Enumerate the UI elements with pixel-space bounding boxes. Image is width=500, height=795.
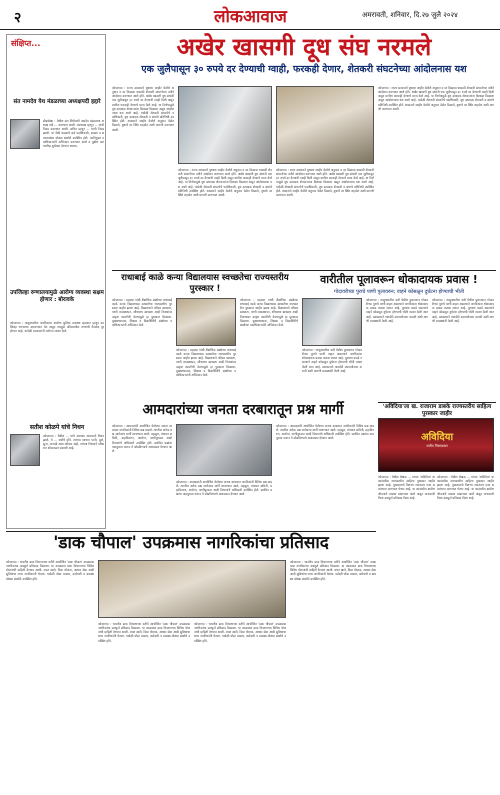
divider <box>112 270 496 271</box>
janata-body-col3: कोपरगाव : आमदारांनी आयोजित केलेल्या जनता दरबारात नागरिकांनी विविध प्रश्न मांडले. त्यातील अनेक प्रश्न जागेवरच मार्गी लावण्यात आले. महसूल, पंचायत समिती, महावितरण, आरोग्य, पाणीपुरवठा आदी विभागांचे अधिकारी उपस्थित होते. प्रलंबित प्रश्नांचा पाठपुरावा करून ते सोडविण्याचे आश्वासन देण्यात आले. <box>276 424 374 441</box>
lead-headline: अखेर खासगी दूध संघ नरमले <box>176 32 432 61</box>
janata-photo <box>176 424 272 476</box>
sidebar-story1-photo <box>10 119 40 149</box>
school-award-photo <box>176 298 236 346</box>
lead-photo-1 <box>178 86 272 164</box>
sidebar-story3-photo <box>10 434 40 466</box>
dak-body-col2: कोपरगाव : भारतीय डाक विभागाच्या वतीने आयोजित 'डाक चौपाल' उपक्रमास नागरिकांचा उत्स्फूर्त प्रतिसाद मिळाला. या उपक्रमात डाक विभागाच्या विविध योजनांची माहिती देण्यात आली. बचत खाते, विमा योजना, आधार सेवा आदी सुविधांचा लाभ नागरिकांनी घेतला. यावेळी पोस्ट मास्तर, कर्मचारी व ग्रामस्थ मोठ्या संख्येने उपस्थित होते. <box>98 622 190 643</box>
book-award-headline: 'अविदिया'ला ख. राजाराम डाबके राज्यस्तरीय साहित्य पुरस्कार जाहीर <box>378 402 496 418</box>
sidebar-story2-body: कोपरगाव : तालुक्यातील नागरिकांना आरोग्य सुविधा उपलब्ध व्हाव्यात म्हणून उपजिल्हा रुग्णालय उभारण्यात येत असून त्यामुळे परिसरातील रुग्णांची गैरसोय दूर होणार आहे. यावेळी मान्यवरांनी मनोगत व्यक्त केले. <box>10 321 104 334</box>
dak-body-col1: कोपरगाव : भारतीय डाक विभागाच्या वतीने आयोजित 'डाक चौपाल' उपक्रमास नागरिकांचा उत्स्फूर्त प्रतिसाद मिळाला. या उपक्रमात डाक विभागाच्या विविध योजनांची माहिती देण्यात आली. बचत खाते, विमा योजना, आधार सेवा आदी सुविधांचा लाभ नागरिकांनी घेतला. यावेळी पोस्ट मास्तर, कर्मचारी व ग्रामस्थ मोठ्या संख्येने उपस्थित होते. <box>6 560 94 581</box>
page-number: २ <box>14 10 22 26</box>
school-award-body-col1: कोपरगाव : महात्मा गांधी शैक्षणिक संस्थेच्या राधाबाई काळे कन्या विद्यालयास स्वच्छतेचा राज्यस्तरीय पुरस्कार जाहीर झाला आहे. विद्यालयाने परिसर स्वच्छता, पाणी व्यवस्थापन, शौचालय स्वच्छता आदी निकषांवर उत्कृष्ट कामगिरी केल्यामुळे हा पुरस्कार मिळाला. मुख्याध्यापक, शिक्षक व विद्यार्थिनींचे संस्थेच्या पदाधिकाऱ्यांनी अभिनंदन केले. <box>112 298 172 327</box>
sidebar-heading: संक्षिप्त... <box>11 39 41 48</box>
bridge-subhead: गोदावरीच्या पुराचे पाणी पुलावरुन; वाहने कोसळून दुर्घटना होण्याची भीती <box>334 289 464 295</box>
dak-body-col3: कोपरगाव : भारतीय डाक विभागाच्या वतीने आयोजित 'डाक चौपाल' उपक्रमास नागरिकांचा उत्स्फूर्त प्रतिसाद मिळाला. या उपक्रमात डाक विभागाच्या विविध योजनांची माहिती देण्यात आली. बचत खाते, विमा योजना, आधार सेवा आदी सुविधांचा लाभ नागरिकांनी घेतला. यावेळी पोस्ट मास्तर, कर्मचारी व ग्रामस्थ मोठ्या संख्येने उपस्थित होते. <box>194 622 286 643</box>
school-award-body-col2: कोपरगाव : महात्मा गांधी शैक्षणिक संस्थेच्या राधाबाई काळे कन्या विद्यालयास स्वच्छतेचा राज्यस्तरीय पुरस्कार जाहीर झाला आहे. विद्यालयाने परिसर स्वच्छता, पाणी व्यवस्थापन, शौचालय स्वच्छता आदी निकषांवर उत्कृष्ट कामगिरी केल्यामुळे हा पुरस्कार मिळाला. मुख्याध्यापक, शिक्षक व विद्यार्थिनींचे संस्थेच्या पदाधिकाऱ्यांनी अभिनंदन केले. <box>176 348 236 377</box>
book-award-body-col1: कोपरगाव : येथील लेखक ... यांच्या 'अविदिया' या कादंबरीस राज्यस्तरीय साहित्य पुरस्कार जाहीर झाला आहे. पुरस्काराचे वितरण लवकरच एका समारंभात करण्यात येणार आहे. या कादंबरीत ग्रामीण जीवनाचे वास्तव मांडण्यात आले असून वाचकांनी तिला उत्स्फूर्त प्रतिसाद दिला आहे. <box>378 475 435 500</box>
lead-body-col1: कोपरगाव : राज्य सरकारने दुधाला जाहीर केलेले अनुदान व दर मिळावा यासाठी शेतकरी संघटनेच्या वतीने आंदोलन करण्यात आले होते. अखेर खासगी दूध संघांनी एक जुलैपासून ३० रुपये दर देण्याची ग्वाही दिली असून मागील फरकही देण्याचे मान्य केले आहे. या निर्णयामुळे दूध उत्पादक शेतकऱ्यांना दिलासा मिळाला असून आंदोलनाला यश आले आहे. यावेळी शेतकरी संघटनेचे पदाधिकारी, दूध उत्पादक शेतकरी व संघांचे प्रतिनिधी उपस्थित होते. शासनाने जाहीर केलेले अनुदान वेळेत मिळावे, दुधाचे दर स्थिर राहावेत अशी मागणी करण्यात आली. <box>112 86 174 132</box>
book-award-body-col2: कोपरगाव : येथील लेखक ... यांच्या 'अविदिया' या कादंबरीस राज्यस्तरीय साहित्य पुरस्कार जाहीर झाला आहे. पुरस्काराचे वितरण लवकरच एका समारंभात करण्यात येणार आहे. या कादंबरीत ग्रामीण जीवनाचे वास्तव मांडण्यात आले असून वाचकांनी तिला उत्स्फूर्त प्रतिसाद दिला आहे. <box>437 475 494 500</box>
book-cover <box>378 418 494 472</box>
sidebar <box>6 34 106 529</box>
lead-body-col4: कोपरगाव : राज्य सरकारने दुधाला जाहीर केलेले अनुदान व दर मिळावा यासाठी शेतकरी संघटनेच्या वतीने आंदोलन करण्यात आले होते. अखेर खासगी दूध संघांनी एक जुलैपासून ३० रुपये दर देण्याची ग्वाही दिली असून मागील फरकही देण्याचे मान्य केले आहे. या निर्णयामुळे दूध उत्पादक शेतकऱ्यांना दिलासा मिळाला असून आंदोलनाला यश आले आहे. यावेळी शेतकरी संघटनेचे पदाधिकारी, दूध उत्पादक शेतकरी व संघांचे प्रतिनिधी उपस्थित होते. शासनाने जाहीर केलेले अनुदान वेळेत मिळावे, दुधाचे दर स्थिर राहावेत अशी मागणी करण्यात आली. <box>378 86 494 111</box>
bridge-body-col1: कोपरगाव : तालुक्यातील वारी येथील पुलावरून गोदावरीच्या पुराचे पाणी वाहत असल्याने नागरिकांना धोकादायक प्रवास करावा लागत आहे. पुलाला कठडे नसल्याने वाहने कोसळून दुर्घटना होण्याची भीती व्यक्त केली जात आहे. प्रशासनाने तातडीने उपाययोजना करावी अशी मागणी ग्रामस्थांनी केली आहे. <box>302 348 362 373</box>
dak-photo <box>98 560 286 618</box>
masthead <box>0 0 500 30</box>
sidebar-story3-body: कोपरगाव : येथील ... यांचे अल्पशा आजाराने निधन झाले. ते ... वर्षांचे होते. त्यांच्या पश्चात पत्नी, मुले, सुना, नातवंडे असा परिवार आहे. त्यांच्या निधनाने परिसरात शोककळा पसरली आहे. <box>43 434 104 451</box>
bridge-body-col2: कोपरगाव : तालुक्यातील वारी येथील पुलावरून गोदावरीच्या पुराचे पाणी वाहत असल्याने नागरिकांना धोकादायक प्रवास करावा लागत आहे. पुलाला कठडे नसल्याने वाहने कोसळून दुर्घटना होण्याची भीती व्यक्त केली जात आहे. प्रशासनाने तातडीने उपाययोजना करावी अशी मागणी ग्रामस्थांनी केली आहे. <box>366 298 428 323</box>
sidebar-story1-body: ब्रीडबोखा : येथील संत शिरोमणी नामदेव मंडळाच्या अध्यक्ष पदी ... करण्यात आली. उपाध्यक्ष म्हणून ... यांची निवड करण्यात आली. सचिव म्हणून ... यांची निवड झाली. या वेळी मंडळाचे सर्व पदाधिकारी, सदस्य व समाजबांधव मोठ्या संख्येने उपस्थित होते. नवनियुक्त पदाधिकाऱ्यांचे अभिनंदन करण्यात आले व पुढील वाटचालीस शुभेच्छा देण्यात आल्या. <box>43 119 104 148</box>
lead-subhead: एक जुलैपासून ३० रुपये दर देण्याची ग्वाही, फरकही देणार, शेतकरी संघटनेच्या आंदोलनास यश <box>141 64 467 75</box>
lead-photo-2 <box>276 86 374 164</box>
dateline: अमरावती, शनिवार, दि.२७ जुलै २०२४ <box>362 11 458 19</box>
book-title: अविदिया <box>420 432 454 443</box>
school-award-body-col3: कोपरगाव : महात्मा गांधी शैक्षणिक संस्थेच्या राधाबाई काळे कन्या विद्यालयास स्वच्छतेचा राज्यस्तरीय पुरस्कार जाहीर झाला आहे. विद्यालयाने परिसर स्वच्छता, पाणी व्यवस्थापन, शौचालय स्वच्छता आदी निकषांवर उत्कृष्ट कामगिरी केल्यामुळे हा पुरस्कार मिळाला. मुख्याध्यापक, शिक्षक व विद्यार्थिनींचे संस्थेच्या पदाधिकाऱ्यांनी अभिनंदन केले. <box>240 298 298 327</box>
janata-body-col2: कोपरगाव : आमदारांनी आयोजित केलेल्या जनता दरबारात नागरिकांनी विविध प्रश्न मांडले. त्यातील अनेक प्रश्न जागेवरच मार्गी लावण्यात आले. महसूल, पंचायत समिती, महावितरण, आरोग्य, पाणीपुरवठा आदी विभागांचे अधिकारी उपस्थित होते. प्रलंबित प्रश्नांचा पाठपुरावा करून ते सोडविण्याचे आश्वासन देण्यात आले. <box>176 480 272 497</box>
sidebar-story3-headline: सतीश कोळपे यांचे निधन <box>29 424 85 431</box>
dak-body-col4: कोपरगाव : भारतीय डाक विभागाच्या वतीने आयोजित 'डाक चौपाल' उपक्रमास नागरिकांचा उत्स्फूर्त प्रतिसाद मिळाला. या उपक्रमात डाक विभागाच्या विविध योजनांची माहिती देण्यात आली. बचत खाते, विमा योजना, आधार सेवा आदी सुविधांचा लाभ नागरिकांनी घेतला. यावेळी पोस्ट मास्तर, कर्मचारी व ग्रामस्थ मोठ्या संख्येने उपस्थित होते. <box>290 560 376 581</box>
lead-body-col2: कोपरगाव : राज्य सरकारने दुधाला जाहीर केलेले अनुदान व दर मिळावा यासाठी शेतकरी संघटनेच्या वतीने आंदोलन करण्यात आले होते. अखेर खासगी दूध संघांनी एक जुलैपासून ३० रुपये दर देण्याची ग्वाही दिली असून मागील फरकही देण्याचे मान्य केले आहे. या निर्णयामुळे दूध उत्पादक शेतकऱ्यांना दिलासा मिळाला असून आंदोलनाला यश आले आहे. यावेळी शेतकरी संघटनेचे पदाधिकारी, दूध उत्पादक शेतकरी व संघांचे प्रतिनिधी उपस्थित होते. शासनाने जाहीर केलेले अनुदान वेळेत मिळावे, दुधाचे दर स्थिर राहावेत अशी मागणी करण्यात आली. <box>178 168 272 197</box>
bridge-headline: वारीतील पूलावरून धोकादायक प्रवास ! <box>320 273 478 286</box>
book-author: अतीत पिसाळकर <box>426 444 448 448</box>
janata-headline: आमदारांच्या जनता दरबारातून प्रश्न मार्गी <box>142 402 344 418</box>
newspaper-logo: लोकआवाज <box>214 7 287 27</box>
sidebar-story2-headline: उपजिल्हा रुग्णालयामुळे आरोग्य व्यवस्था सक्षम होणार : बोरावके <box>10 290 104 303</box>
school-award-headline: राधाबाई काळे कन्या विद्यालयास स्वच्छतेचा राज्यस्तरीय पुरस्कार ! <box>121 273 289 294</box>
lead-body-col3: कोपरगाव : राज्य सरकारने दुधाला जाहीर केलेले अनुदान व दर मिळावा यासाठी शेतकरी संघटनेच्या वतीने आंदोलन करण्यात आले होते. अखेर खासगी दूध संघांनी एक जुलैपासून ३० रुपये दर देण्याची ग्वाही दिली असून मागील फरकही देण्याचे मान्य केले आहे. या निर्णयामुळे दूध उत्पादक शेतकऱ्यांना दिलासा मिळाला असून आंदोलनाला यश आले आहे. यावेळी शेतकरी संघटनेचे पदाधिकारी, दूध उत्पादक शेतकरी व संघांचे प्रतिनिधी उपस्थित होते. शासनाने जाहीर केलेले अनुदान वेळेत मिळावे, दुधाचे दर स्थिर राहावेत अशी मागणी करण्यात आली. <box>276 168 374 197</box>
bridge-body-col3: कोपरगाव : तालुक्यातील वारी येथील पुलावरून गोदावरीच्या पुराचे पाणी वाहत असल्याने नागरिकांना धोकादायक प्रवास करावा लागत आहे. पुलाला कठडे नसल्याने वाहने कोसळून दुर्घटना होण्याची भीती व्यक्त केली जात आहे. प्रशासनाने तातडीने उपाययोजना करावी अशी मागणी ग्रामस्थांनी केली आहे. <box>432 298 494 323</box>
bridge-photo <box>302 298 362 346</box>
dak-headline: 'डाक चौपाल' उपक्रमास नागरिकांचा प्रतिसाद <box>53 533 329 553</box>
sidebar-story1-headline: संत नामदेव येथ मंडळाच्या अध्यक्षपदी हद्दारे <box>13 99 101 105</box>
janata-body-col1: कोपरगाव : आमदारांनी आयोजित केलेल्या जनता दरबारात नागरिकांनी विविध प्रश्न मांडले. त्यातील अनेक प्रश्न जागेवरच मार्गी लावण्यात आले. महसूल, पंचायत समिती, महावितरण, आरोग्य, पाणीपुरवठा आदी विभागांचे अधिकारी उपस्थित होते. प्रलंबित प्रश्नांचा पाठपुरावा करून ते सोडविण्याचे आश्वासन देण्यात आले. <box>112 424 172 453</box>
